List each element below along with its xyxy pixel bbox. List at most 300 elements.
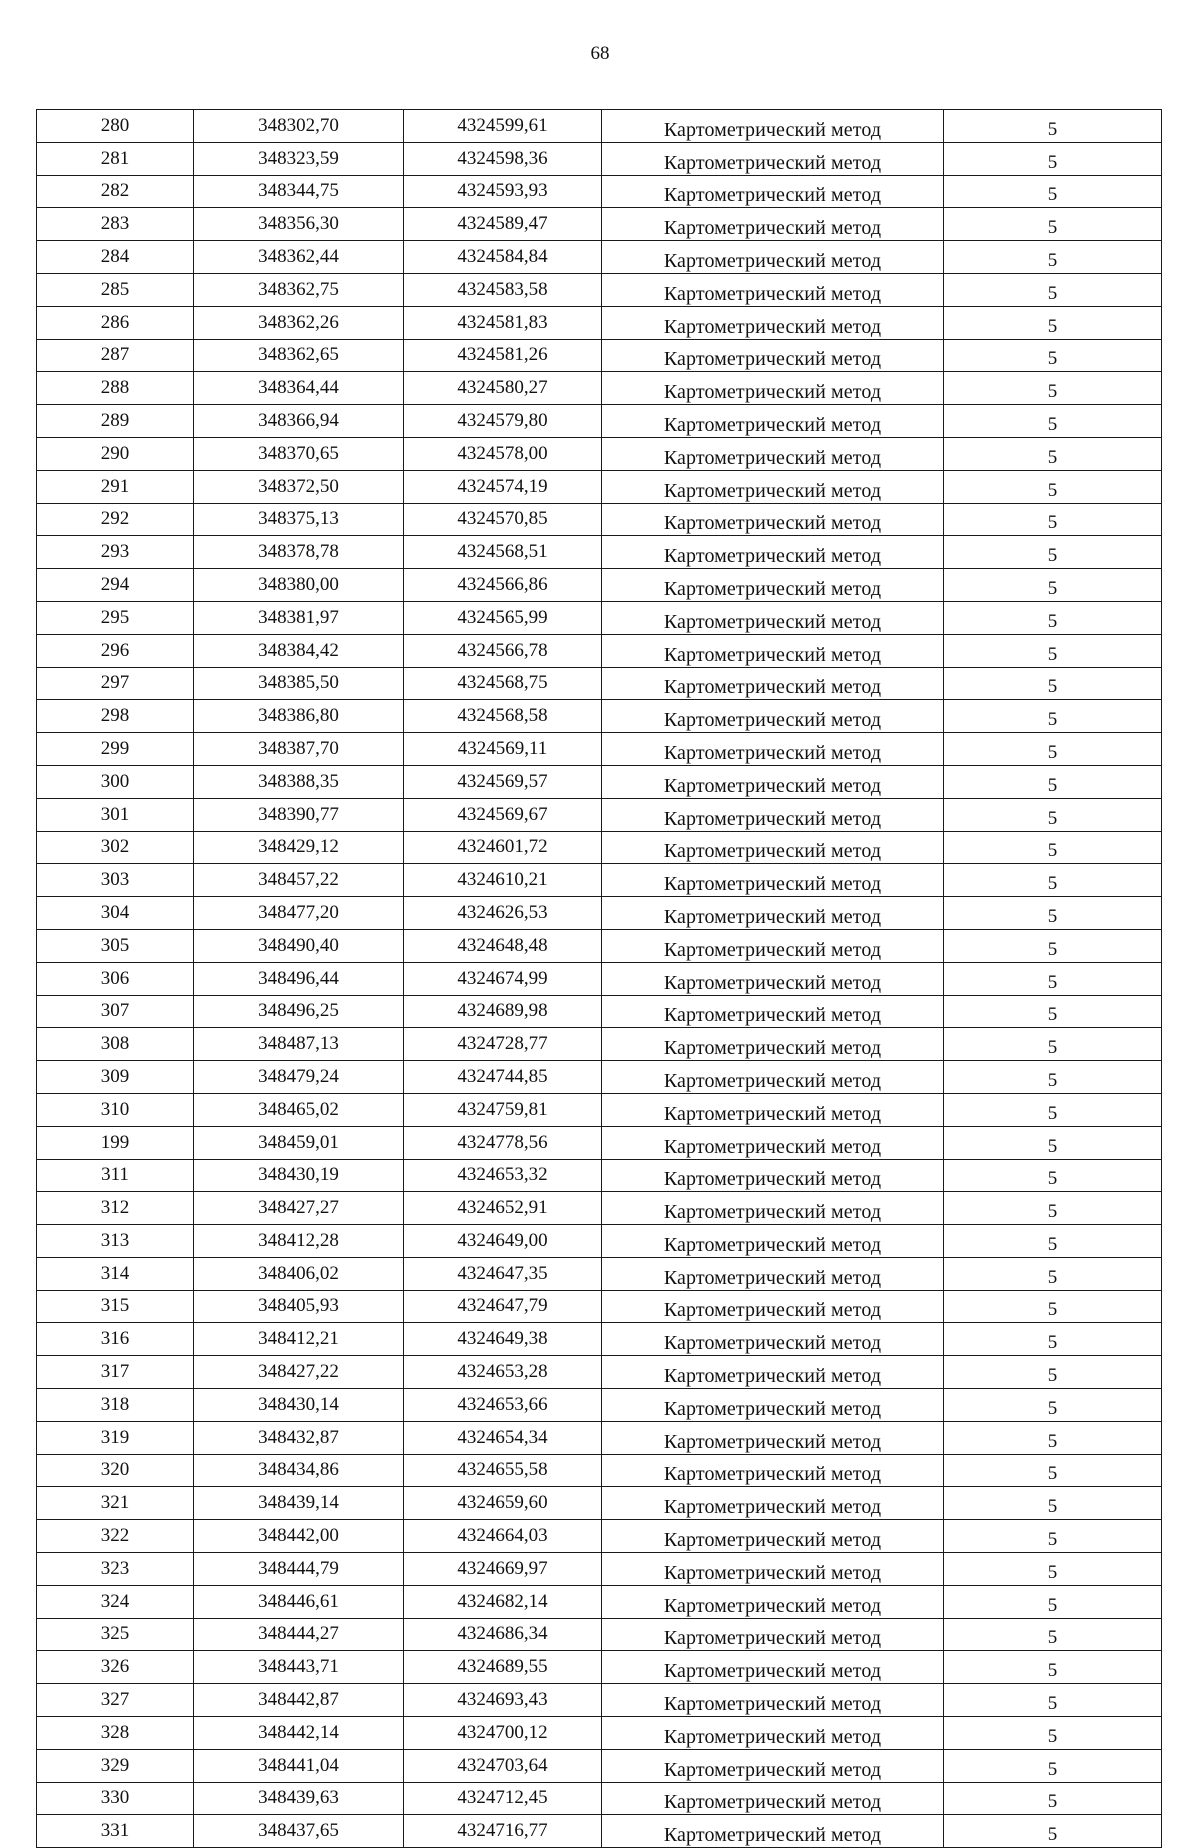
- accuracy-cell: 5: [944, 372, 1162, 405]
- accuracy-cell: 5: [944, 798, 1162, 831]
- table-row: [37, 1782, 1162, 1815]
- table-row: [37, 1553, 1162, 1586]
- x-coordinate-cell: 348370,65: [194, 437, 404, 470]
- y-coordinate-cell: 4324569,11: [404, 733, 602, 766]
- accuracy-cell: 5: [944, 897, 1162, 930]
- point-number-cell: 320: [37, 1454, 194, 1487]
- accuracy-cell: 5: [944, 1356, 1162, 1389]
- point-number-cell: 307: [37, 995, 194, 1028]
- point-number-cell: 294: [37, 569, 194, 602]
- accuracy-cell: 5: [944, 831, 1162, 864]
- x-coordinate-cell: 348442,87: [194, 1684, 404, 1717]
- method-cell: Картометрический метод: [602, 1651, 944, 1684]
- method-cell: Картометрический метод: [602, 470, 944, 503]
- accuracy-cell: 5: [944, 503, 1162, 536]
- accuracy-cell: 5: [944, 864, 1162, 897]
- method-cell: Картометрический метод: [602, 929, 944, 962]
- table-row: [37, 1356, 1162, 1389]
- accuracy-cell: 5: [944, 1815, 1162, 1848]
- table-row: [37, 1126, 1162, 1159]
- method-cell: Картометрический метод: [602, 1389, 944, 1422]
- y-coordinate-cell: 4324583,58: [404, 273, 602, 306]
- method-cell: Картометрический метод: [602, 175, 944, 208]
- x-coordinate-cell: 348444,27: [194, 1618, 404, 1651]
- method-cell: Картометрический метод: [602, 1553, 944, 1586]
- table-row: [37, 1749, 1162, 1782]
- accuracy-cell: 5: [944, 241, 1162, 274]
- method-cell: Картометрический метод: [602, 1684, 944, 1717]
- point-number-cell: 302: [37, 831, 194, 864]
- accuracy-cell: 5: [944, 1389, 1162, 1422]
- table-row: [37, 1651, 1162, 1684]
- x-coordinate-cell: 348323,59: [194, 142, 404, 175]
- method-cell: Картометрический метод: [602, 700, 944, 733]
- method-cell: Картометрический метод: [602, 339, 944, 372]
- method-cell: Картометрический метод: [602, 831, 944, 864]
- y-coordinate-cell: 4324599,61: [404, 110, 602, 143]
- table-row: [37, 339, 1162, 372]
- method-cell: Картометрический метод: [602, 241, 944, 274]
- accuracy-cell: 5: [944, 733, 1162, 766]
- table-row: [37, 929, 1162, 962]
- point-number-cell: 298: [37, 700, 194, 733]
- x-coordinate-cell: 348430,14: [194, 1389, 404, 1422]
- accuracy-cell: 5: [944, 470, 1162, 503]
- y-coordinate-cell: 4324728,77: [404, 1028, 602, 1061]
- table-row: [37, 601, 1162, 634]
- y-coordinate-cell: 4324589,47: [404, 208, 602, 241]
- accuracy-cell: 5: [944, 339, 1162, 372]
- table-row: [37, 733, 1162, 766]
- accuracy-cell: 5: [944, 110, 1162, 143]
- table-row: [37, 1815, 1162, 1848]
- table-row: [37, 1323, 1162, 1356]
- table-row: [37, 208, 1162, 241]
- point-number-cell: 325: [37, 1618, 194, 1651]
- y-coordinate-cell: 4324674,99: [404, 962, 602, 995]
- x-coordinate-cell: 348439,14: [194, 1487, 404, 1520]
- point-number-cell: 289: [37, 405, 194, 438]
- x-coordinate-cell: 348434,86: [194, 1454, 404, 1487]
- method-cell: Картометрический метод: [602, 667, 944, 700]
- y-coordinate-cell: 4324647,35: [404, 1257, 602, 1290]
- method-cell: Картометрический метод: [602, 437, 944, 470]
- x-coordinate-cell: 348477,20: [194, 897, 404, 930]
- y-coordinate-cell: 4324689,98: [404, 995, 602, 1028]
- accuracy-cell: 5: [944, 1585, 1162, 1618]
- point-number-cell: 321: [37, 1487, 194, 1520]
- table-row: [37, 1028, 1162, 1061]
- method-cell: Картометрический метод: [602, 1257, 944, 1290]
- point-number-cell: 199: [37, 1126, 194, 1159]
- point-number-cell: 281: [37, 142, 194, 175]
- table-row: [37, 864, 1162, 897]
- point-number-cell: 304: [37, 897, 194, 930]
- table-row: [37, 995, 1162, 1028]
- x-coordinate-cell: 348366,94: [194, 405, 404, 438]
- y-coordinate-cell: 4324744,85: [404, 1061, 602, 1094]
- y-coordinate-cell: 4324649,38: [404, 1323, 602, 1356]
- y-coordinate-cell: 4324581,83: [404, 306, 602, 339]
- x-coordinate-cell: 348427,22: [194, 1356, 404, 1389]
- accuracy-cell: 5: [944, 1717, 1162, 1750]
- point-number-cell: 330: [37, 1782, 194, 1815]
- table-row: [37, 1061, 1162, 1094]
- x-coordinate-cell: 348362,65: [194, 339, 404, 372]
- table-row: [37, 437, 1162, 470]
- y-coordinate-cell: 4324712,45: [404, 1782, 602, 1815]
- y-coordinate-cell: 4324664,03: [404, 1520, 602, 1553]
- accuracy-cell: 5: [944, 1618, 1162, 1651]
- method-cell: Картометрический метод: [602, 208, 944, 241]
- x-coordinate-cell: 348427,27: [194, 1192, 404, 1225]
- point-number-cell: 324: [37, 1585, 194, 1618]
- accuracy-cell: 5: [944, 929, 1162, 962]
- x-coordinate-cell: 348437,65: [194, 1815, 404, 1848]
- accuracy-cell: 5: [944, 1159, 1162, 1192]
- method-cell: Картометрический метод: [602, 405, 944, 438]
- accuracy-cell: 5: [944, 1454, 1162, 1487]
- method-cell: Картометрический метод: [602, 1028, 944, 1061]
- x-coordinate-cell: 348487,13: [194, 1028, 404, 1061]
- accuracy-cell: 5: [944, 1421, 1162, 1454]
- x-coordinate-cell: 348380,00: [194, 569, 404, 602]
- point-number-cell: 301: [37, 798, 194, 831]
- x-coordinate-cell: 348387,70: [194, 733, 404, 766]
- x-coordinate-cell: 348386,80: [194, 700, 404, 733]
- x-coordinate-cell: 348390,77: [194, 798, 404, 831]
- y-coordinate-cell: 4324647,79: [404, 1290, 602, 1323]
- method-cell: Картометрический метод: [602, 569, 944, 602]
- x-coordinate-cell: 348444,79: [194, 1553, 404, 1586]
- table-row: [37, 667, 1162, 700]
- table-row: [37, 831, 1162, 864]
- accuracy-cell: 5: [944, 700, 1162, 733]
- accuracy-cell: 5: [944, 1520, 1162, 1553]
- accuracy-cell: 5: [944, 1323, 1162, 1356]
- method-cell: Картометрический метод: [602, 1323, 944, 1356]
- table-row: [37, 1159, 1162, 1192]
- y-coordinate-cell: 4324759,81: [404, 1093, 602, 1126]
- accuracy-cell: 5: [944, 1093, 1162, 1126]
- point-number-cell: 286: [37, 306, 194, 339]
- accuracy-cell: 5: [944, 1061, 1162, 1094]
- point-number-cell: 288: [37, 372, 194, 405]
- point-number-cell: 309: [37, 1061, 194, 1094]
- table-row: [37, 241, 1162, 274]
- accuracy-cell: 5: [944, 1225, 1162, 1258]
- accuracy-cell: 5: [944, 962, 1162, 995]
- method-cell: Картометрический метод: [602, 110, 944, 143]
- point-number-cell: 331: [37, 1815, 194, 1848]
- accuracy-cell: 5: [944, 601, 1162, 634]
- method-cell: Картометрический метод: [602, 1487, 944, 1520]
- y-coordinate-cell: 4324659,60: [404, 1487, 602, 1520]
- method-cell: Картометрический метод: [602, 503, 944, 536]
- point-number-cell: 313: [37, 1225, 194, 1258]
- x-coordinate-cell: 348439,63: [194, 1782, 404, 1815]
- point-number-cell: 280: [37, 110, 194, 143]
- y-coordinate-cell: 4324569,67: [404, 798, 602, 831]
- method-cell: Картометрический метод: [602, 1717, 944, 1750]
- point-number-cell: 317: [37, 1356, 194, 1389]
- table-row: [37, 142, 1162, 175]
- x-coordinate-cell: 348496,25: [194, 995, 404, 1028]
- table-row: [37, 1454, 1162, 1487]
- accuracy-cell: 5: [944, 405, 1162, 438]
- x-coordinate-cell: 348465,02: [194, 1093, 404, 1126]
- point-number-cell: 305: [37, 929, 194, 962]
- point-number-cell: 311: [37, 1159, 194, 1192]
- method-cell: Картометрический метод: [602, 962, 944, 995]
- accuracy-cell: 5: [944, 1553, 1162, 1586]
- point-number-cell: 308: [37, 1028, 194, 1061]
- y-coordinate-cell: 4324568,51: [404, 536, 602, 569]
- point-number-cell: 326: [37, 1651, 194, 1684]
- y-coordinate-cell: 4324716,77: [404, 1815, 602, 1848]
- table-row: [37, 1520, 1162, 1553]
- y-coordinate-cell: 4324653,32: [404, 1159, 602, 1192]
- accuracy-cell: 5: [944, 1257, 1162, 1290]
- x-coordinate-cell: 348362,75: [194, 273, 404, 306]
- x-coordinate-cell: 348442,14: [194, 1717, 404, 1750]
- table-row: [37, 1192, 1162, 1225]
- y-coordinate-cell: 4324654,34: [404, 1421, 602, 1454]
- coordinates-table-body: [37, 110, 1162, 1848]
- point-number-cell: 287: [37, 339, 194, 372]
- y-coordinate-cell: 4324581,26: [404, 339, 602, 372]
- point-number-cell: 300: [37, 765, 194, 798]
- x-coordinate-cell: 348375,13: [194, 503, 404, 536]
- point-number-cell: 306: [37, 962, 194, 995]
- table-row: [37, 700, 1162, 733]
- method-cell: Картометрический метод: [602, 765, 944, 798]
- accuracy-cell: 5: [944, 208, 1162, 241]
- point-number-cell: 316: [37, 1323, 194, 1356]
- accuracy-cell: 5: [944, 1487, 1162, 1520]
- y-coordinate-cell: 4324648,48: [404, 929, 602, 962]
- accuracy-cell: 5: [944, 1749, 1162, 1782]
- x-coordinate-cell: 348364,44: [194, 372, 404, 405]
- x-coordinate-cell: 348412,21: [194, 1323, 404, 1356]
- y-coordinate-cell: 4324579,80: [404, 405, 602, 438]
- y-coordinate-cell: 4324584,84: [404, 241, 602, 274]
- point-number-cell: 299: [37, 733, 194, 766]
- method-cell: Картометрический метод: [602, 897, 944, 930]
- method-cell: Картометрический метод: [602, 634, 944, 667]
- method-cell: Картометрический метод: [602, 372, 944, 405]
- table-row: [37, 897, 1162, 930]
- x-coordinate-cell: 348405,93: [194, 1290, 404, 1323]
- table-row: [37, 1487, 1162, 1520]
- point-number-cell: 319: [37, 1421, 194, 1454]
- method-cell: Картометрический метод: [602, 1585, 944, 1618]
- accuracy-cell: 5: [944, 1126, 1162, 1159]
- table-row: [37, 798, 1162, 831]
- x-coordinate-cell: 348412,28: [194, 1225, 404, 1258]
- table-row: [37, 306, 1162, 339]
- accuracy-cell: 5: [944, 306, 1162, 339]
- y-coordinate-cell: 4324598,36: [404, 142, 602, 175]
- accuracy-cell: 5: [944, 536, 1162, 569]
- accuracy-cell: 5: [944, 995, 1162, 1028]
- x-coordinate-cell: 348384,42: [194, 634, 404, 667]
- coordinates-table: [36, 109, 1162, 1848]
- table-row: [37, 765, 1162, 798]
- accuracy-cell: 5: [944, 273, 1162, 306]
- accuracy-cell: 5: [944, 569, 1162, 602]
- point-number-cell: 296: [37, 634, 194, 667]
- method-cell: Картометрический метод: [602, 798, 944, 831]
- x-coordinate-cell: 348372,50: [194, 470, 404, 503]
- table-row: [37, 962, 1162, 995]
- y-coordinate-cell: 4324574,19: [404, 470, 602, 503]
- table-row: [37, 470, 1162, 503]
- x-coordinate-cell: 348479,24: [194, 1061, 404, 1094]
- table-row: [37, 1093, 1162, 1126]
- x-coordinate-cell: 348302,70: [194, 110, 404, 143]
- y-coordinate-cell: 4324689,55: [404, 1651, 602, 1684]
- accuracy-cell: 5: [944, 1782, 1162, 1815]
- method-cell: Картометрический метод: [602, 306, 944, 339]
- table-row: [37, 372, 1162, 405]
- page-number: 68: [590, 43, 610, 64]
- x-coordinate-cell: 348459,01: [194, 1126, 404, 1159]
- y-coordinate-cell: 4324568,58: [404, 700, 602, 733]
- y-coordinate-cell: 4324778,56: [404, 1126, 602, 1159]
- point-number-cell: 315: [37, 1290, 194, 1323]
- table-row: [37, 110, 1162, 143]
- method-cell: Картометрический метод: [602, 1356, 944, 1389]
- table-row: [37, 1684, 1162, 1717]
- x-coordinate-cell: 348443,71: [194, 1651, 404, 1684]
- x-coordinate-cell: 348441,04: [194, 1749, 404, 1782]
- point-number-cell: 297: [37, 667, 194, 700]
- method-cell: Картометрический метод: [602, 1192, 944, 1225]
- point-number-cell: 295: [37, 601, 194, 634]
- point-number-cell: 285: [37, 273, 194, 306]
- method-cell: Картометрический метод: [602, 1618, 944, 1651]
- table-row: [37, 273, 1162, 306]
- method-cell: Картометрический метод: [602, 1093, 944, 1126]
- point-number-cell: 312: [37, 1192, 194, 1225]
- x-coordinate-cell: 348362,44: [194, 241, 404, 274]
- y-coordinate-cell: 4324649,00: [404, 1225, 602, 1258]
- method-cell: Картометрический метод: [602, 1815, 944, 1848]
- table-row: [37, 503, 1162, 536]
- table-row: [37, 536, 1162, 569]
- point-number-cell: 292: [37, 503, 194, 536]
- point-number-cell: 284: [37, 241, 194, 274]
- y-coordinate-cell: 4324578,00: [404, 437, 602, 470]
- accuracy-cell: 5: [944, 634, 1162, 667]
- point-number-cell: 318: [37, 1389, 194, 1422]
- x-coordinate-cell: 348356,30: [194, 208, 404, 241]
- table-row: [37, 569, 1162, 602]
- accuracy-cell: 5: [944, 437, 1162, 470]
- accuracy-cell: 5: [944, 175, 1162, 208]
- point-number-cell: 323: [37, 1553, 194, 1586]
- y-coordinate-cell: 4324565,99: [404, 601, 602, 634]
- table-row: [37, 1421, 1162, 1454]
- x-coordinate-cell: 348385,50: [194, 667, 404, 700]
- x-coordinate-cell: 348490,40: [194, 929, 404, 962]
- x-coordinate-cell: 348432,87: [194, 1421, 404, 1454]
- point-number-cell: 293: [37, 536, 194, 569]
- table-row: [37, 1257, 1162, 1290]
- method-cell: Картометрический метод: [602, 273, 944, 306]
- method-cell: Картометрический метод: [602, 1159, 944, 1192]
- y-coordinate-cell: 4324566,86: [404, 569, 602, 602]
- method-cell: Картометрический метод: [602, 601, 944, 634]
- table-row: [37, 1225, 1162, 1258]
- y-coordinate-cell: 4324686,34: [404, 1618, 602, 1651]
- y-coordinate-cell: 4324566,78: [404, 634, 602, 667]
- point-number-cell: 303: [37, 864, 194, 897]
- point-number-cell: 282: [37, 175, 194, 208]
- x-coordinate-cell: 348344,75: [194, 175, 404, 208]
- y-coordinate-cell: 4324682,14: [404, 1585, 602, 1618]
- y-coordinate-cell: 4324601,72: [404, 831, 602, 864]
- x-coordinate-cell: 348442,00: [194, 1520, 404, 1553]
- point-number-cell: 283: [37, 208, 194, 241]
- table-row: [37, 1389, 1162, 1422]
- method-cell: Картометрический метод: [602, 1749, 944, 1782]
- accuracy-cell: 5: [944, 142, 1162, 175]
- method-cell: Картометрический метод: [602, 864, 944, 897]
- x-coordinate-cell: 348381,97: [194, 601, 404, 634]
- y-coordinate-cell: 4324653,28: [404, 1356, 602, 1389]
- y-coordinate-cell: 4324580,27: [404, 372, 602, 405]
- point-number-cell: 322: [37, 1520, 194, 1553]
- table-row: [37, 1585, 1162, 1618]
- method-cell: Картометрический метод: [602, 1290, 944, 1323]
- x-coordinate-cell: 348446,61: [194, 1585, 404, 1618]
- point-number-cell: 290: [37, 437, 194, 470]
- method-cell: Картометрический метод: [602, 1126, 944, 1159]
- point-number-cell: 291: [37, 470, 194, 503]
- table-row: [37, 1290, 1162, 1323]
- y-coordinate-cell: 4324626,53: [404, 897, 602, 930]
- method-cell: Картометрический метод: [602, 995, 944, 1028]
- x-coordinate-cell: 348378,78: [194, 536, 404, 569]
- method-cell: Картометрический метод: [602, 1520, 944, 1553]
- x-coordinate-cell: 348457,22: [194, 864, 404, 897]
- x-coordinate-cell: 348496,44: [194, 962, 404, 995]
- accuracy-cell: 5: [944, 1684, 1162, 1717]
- y-coordinate-cell: 4324693,43: [404, 1684, 602, 1717]
- method-cell: Картометрический метод: [602, 1454, 944, 1487]
- y-coordinate-cell: 4324703,64: [404, 1749, 602, 1782]
- table-row: [37, 1717, 1162, 1750]
- y-coordinate-cell: 4324570,85: [404, 503, 602, 536]
- point-number-cell: 314: [37, 1257, 194, 1290]
- x-coordinate-cell: 348429,12: [194, 831, 404, 864]
- point-number-cell: 310: [37, 1093, 194, 1126]
- y-coordinate-cell: 4324652,91: [404, 1192, 602, 1225]
- y-coordinate-cell: 4324568,75: [404, 667, 602, 700]
- table-row: [37, 634, 1162, 667]
- method-cell: Картометрический метод: [602, 1061, 944, 1094]
- accuracy-cell: 5: [944, 1651, 1162, 1684]
- accuracy-cell: 5: [944, 765, 1162, 798]
- table-row: [37, 175, 1162, 208]
- accuracy-cell: 5: [944, 1290, 1162, 1323]
- method-cell: Картометрический метод: [602, 1225, 944, 1258]
- x-coordinate-cell: 348388,35: [194, 765, 404, 798]
- method-cell: Картометрический метод: [602, 142, 944, 175]
- x-coordinate-cell: 348430,19: [194, 1159, 404, 1192]
